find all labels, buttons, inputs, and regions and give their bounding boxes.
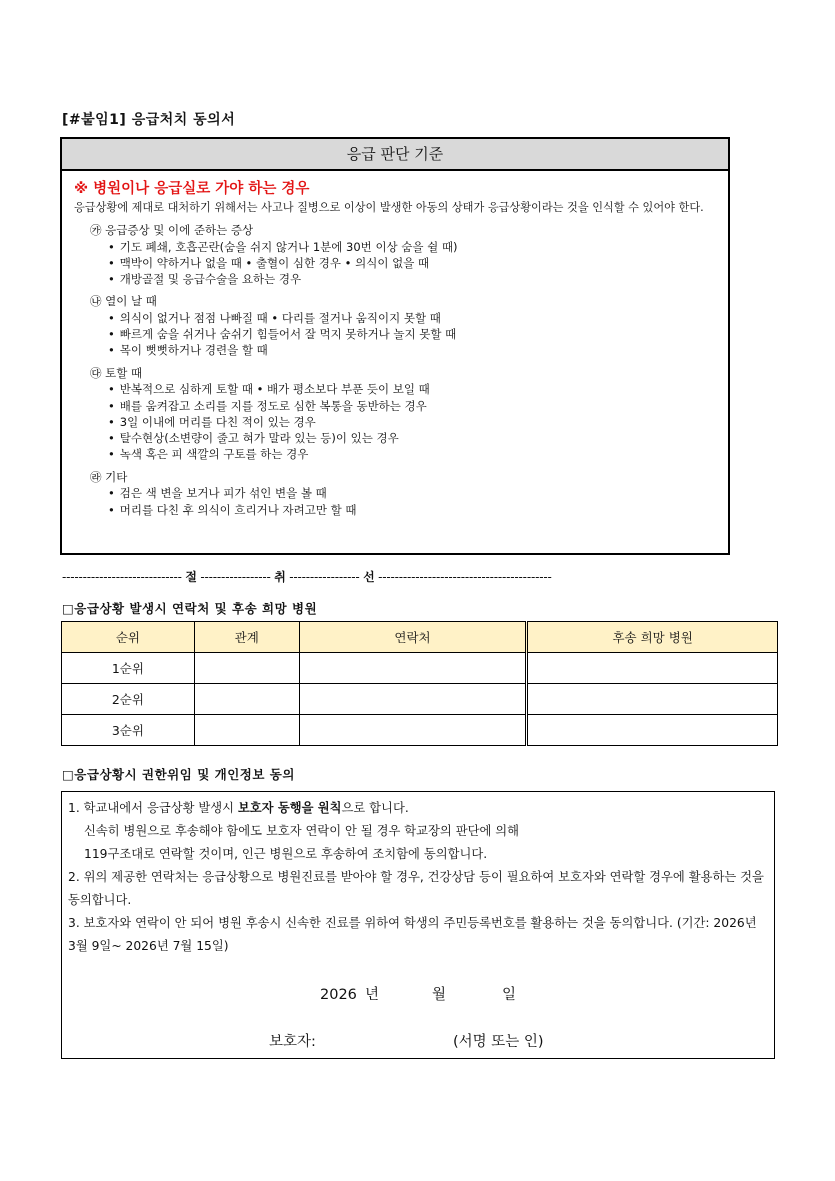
group-heading: ㉮ 응급증상 및 이에 준하는 증상 <box>90 223 254 237</box>
group-heading: ㉯ 열이 날 때 <box>90 294 157 309</box>
table-row <box>62 653 778 684</box>
relation-cell[interactable] <box>194 653 299 684</box>
consent-item-2: 2. 위의 제공한 연락처는 응급상황으로 병원진료를 받아야 할 경우, 건강상담 등이 필요하여 보호자와 연락할 경우에 활용하는 것을 동의합니다. <box>68 870 764 907</box>
header-hospital: 후송 희망 병원 <box>527 622 778 653</box>
emergency-criteria-box <box>60 137 730 555</box>
relation-cell[interactable] <box>194 684 299 715</box>
contact-cell[interactable] <box>299 653 527 684</box>
table-row <box>62 715 778 746</box>
consent-box <box>61 791 775 1059</box>
contact-table <box>61 621 778 746</box>
list-item: • 머리를 다친 후 의식이 흐리거나 자려고만 할 때 <box>108 502 718 518</box>
list-item: • 빠르게 숨을 쉬거나 숨쉬기 힘들어서 잘 먹지 못하거나 놀지 못할 때 <box>108 326 718 342</box>
consent-item-1: 1. 학교내에서 응급상황 발생시 보호자 동행을 원칙으로 합니다. <box>68 801 409 815</box>
list-item: • 목이 뻣뻣하거나 경련을 할 때 <box>108 342 718 358</box>
header-contact: 연락처 <box>299 622 527 653</box>
consent-item-1-line2: 신속히 병원으로 후송해야 함에도 보호자 연락이 안 될 경우 학교장의 판단에 의해 <box>84 824 519 838</box>
criteria-group <box>90 365 718 463</box>
header-relation: 관계 <box>194 622 299 653</box>
rank-cell: 3순위 <box>62 715 195 746</box>
rank-cell: 1순위 <box>62 653 195 684</box>
hospital-cell[interactable] <box>527 715 778 746</box>
list-item: • 기도 폐쇄, 호흡곤란(숨을 쉬지 않거나 1분에 30번 이상 숨을 쉴 때) <box>108 239 718 255</box>
table-header-row <box>62 622 778 653</box>
criteria-group <box>90 469 718 518</box>
date-year: 2026 <box>320 987 357 1003</box>
list-item: • 개방골절 및 응급수술을 요하는 경우 <box>108 271 718 287</box>
guardian-label: 보호자: <box>269 1034 316 1050</box>
day-label: 일 <box>502 987 517 1003</box>
list-item: • 반복적으로 심하게 토할 때 • 배가 평소보다 부푼 듯이 보일 때 <box>108 381 718 397</box>
signature-note: (서명 또는 인) <box>453 1034 544 1050</box>
criteria-subtitle: ※ 병원이나 응급실로 가야 하는 경우 <box>74 181 310 197</box>
criteria-group <box>90 293 718 358</box>
month-label: 월 <box>432 987 447 1003</box>
cut-line: ----------------------------- 절 ----------------- 취 ----------------- 선 ------------------------------------------ <box>62 570 552 584</box>
hospital-cell[interactable] <box>527 653 778 684</box>
consent-section-title: □응급상황시 권한위임 및 개인정보 동의 <box>62 767 295 782</box>
group-heading: ㉰ 토할 때 <box>90 365 143 380</box>
group-heading: ㉱ 기타 <box>90 469 128 484</box>
hospital-cell[interactable] <box>527 684 778 715</box>
year-label: 년 <box>365 987 380 1003</box>
relation-cell[interactable] <box>194 715 299 746</box>
list-item: • 배를 움켜잡고 소리를 지를 정도로 심한 복통을 동반하는 경우 <box>108 398 718 414</box>
contact-cell[interactable] <box>299 715 527 746</box>
list-item: • 의식이 없거나 점점 나빠질 때 • 다리를 절거나 움직이지 못할 때 <box>108 310 718 326</box>
criteria-intro: 응급상황에 제대로 대처하기 위해서는 사고나 질병으로 이상이 발생한 아동의 상태가 응급상황이라는 것을 인식할 수 있어야 한다. <box>74 201 704 214</box>
list-item: • 탈수현상(소변량이 줄고 혀가 말라 있는 등)이 있는 경우 <box>108 430 718 446</box>
criteria-header: 응급 판단 기준 <box>62 139 728 171</box>
rank-cell: 2순위 <box>62 684 195 715</box>
list-item: • 녹색 혹은 피 색깔의 구토를 하는 경우 <box>108 446 718 462</box>
contact-cell[interactable] <box>299 684 527 715</box>
criteria-group <box>90 222 718 287</box>
list-item: • 3일 이내에 머리를 다친 적이 있는 경우 <box>108 414 718 430</box>
document-title: [#붙임1] 응급처치 동의서 <box>62 112 236 128</box>
table-row <box>62 684 778 715</box>
list-item: • 맥박이 약하거나 없을 때 • 출혈이 심한 경우 • 의식이 없을 때 <box>108 255 718 271</box>
header-rank: 순위 <box>62 622 195 653</box>
list-item: • 검은 색 변을 보거나 피가 섞인 변을 볼 때 <box>108 485 718 501</box>
consent-item-1-line3: 119구조대로 연락할 것이며, 인근 병원으로 후송하여 조치함에 동의합니다. <box>84 847 488 861</box>
contacts-section-title: □응급상황 발생시 연락처 및 후송 희망 병원 <box>62 601 318 616</box>
consent-item-3: 3. 보호자와 연락이 안 되어 병원 후송시 신속한 진료를 위하여 학생의 주민등록번호를 활용하는 것을 동의합니다. (기간: 2026년 3월 9일~ 2026년 7월 15일) <box>68 916 757 953</box>
